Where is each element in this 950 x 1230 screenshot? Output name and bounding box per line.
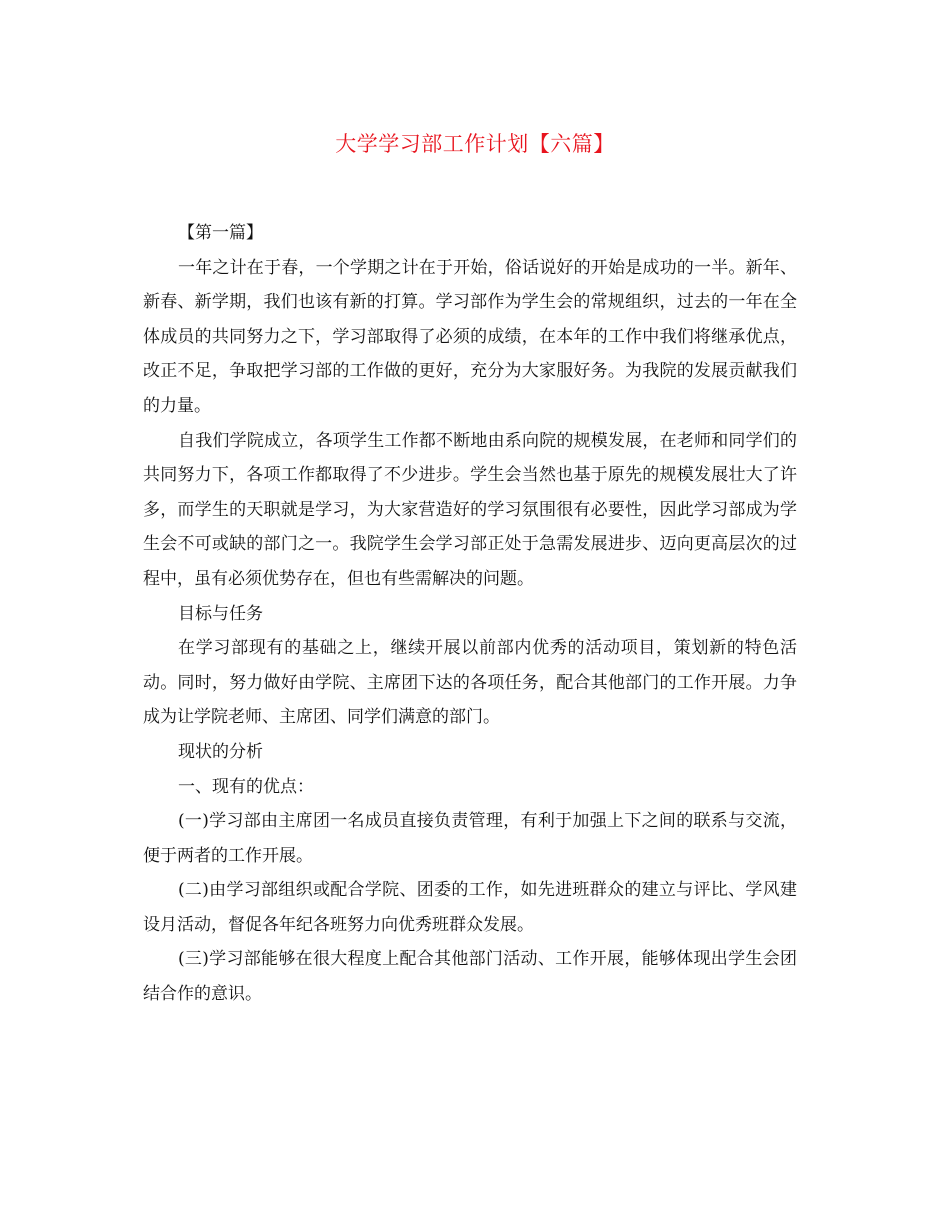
document-title: 大学学习部工作计划【六篇】 bbox=[335, 132, 615, 156]
paragraph-goals: 在学习部现有的基础之上，继续开展以前部内优秀的活动项目，策划新的特色活动。同时，努力做好由学院、主席团下达的各项任务，配合其他部门的工作开展。力争成为让学院老师、主席团、同学们满意的部门。 bbox=[143, 638, 797, 728]
subheading-goals: 目标与任务 bbox=[178, 603, 263, 624]
list-item-strength-2: (二)由学习部组织或配合学院、团委的工作，如先进班群众的建立与评比、学风建设月活动，督促各年纪各班努力向优秀班群众发展。 bbox=[143, 880, 797, 935]
list-item-strength-3: (三)学习部能够在很大程度上配合其他部门活动、工作开展，能够体现出学生会团结合作的意识。 bbox=[143, 949, 797, 1005]
section-heading: 【第一篇】 bbox=[178, 223, 263, 243]
document-body bbox=[143, 216, 797, 1012]
subheading-analysis: 现状的分析 bbox=[178, 741, 263, 762]
paragraph-intro: 一年之计在于春，一个学期之计在于开始，俗话说好的开始是成功的一半。新年、新春、新学期，我们也该有新的打算。学习部作为学生会的常规组织，过去的一年在全体成员的共同努力之下，学习部取得了必须的成绩，在本年的工作中我们将继承优点，改正不足，争取把学习部的工作做的更好，充分为大家服好务。为我院的发展贡献我们的力量。 bbox=[143, 257, 797, 416]
paragraph-background: 自我们学院成立，各项学生工作都不断地由系向院的规模发展，在老师和同学们的共同努力下，各项工作都取得了不少进步。学生会当然也基于原先的规模发展壮大了许多，而学生的天职就是学习，为大家营造好的学习氛围很有必要性，因此学习部成为学生会不可或缺的部门之一。我院学生会学习部正处于急需发展进步、迈向更高层次的过程中，虽有必须优势存在，但也有些需解决的问题。 bbox=[143, 430, 797, 589]
subheading-strengths: 一、现有的优点： bbox=[178, 776, 314, 797]
list-item-strength-1: (一)学习部由主席团一名成员直接负责管理，有利于加强上下之间的联系与交流，便于两者的工作开展。 bbox=[143, 811, 797, 866]
